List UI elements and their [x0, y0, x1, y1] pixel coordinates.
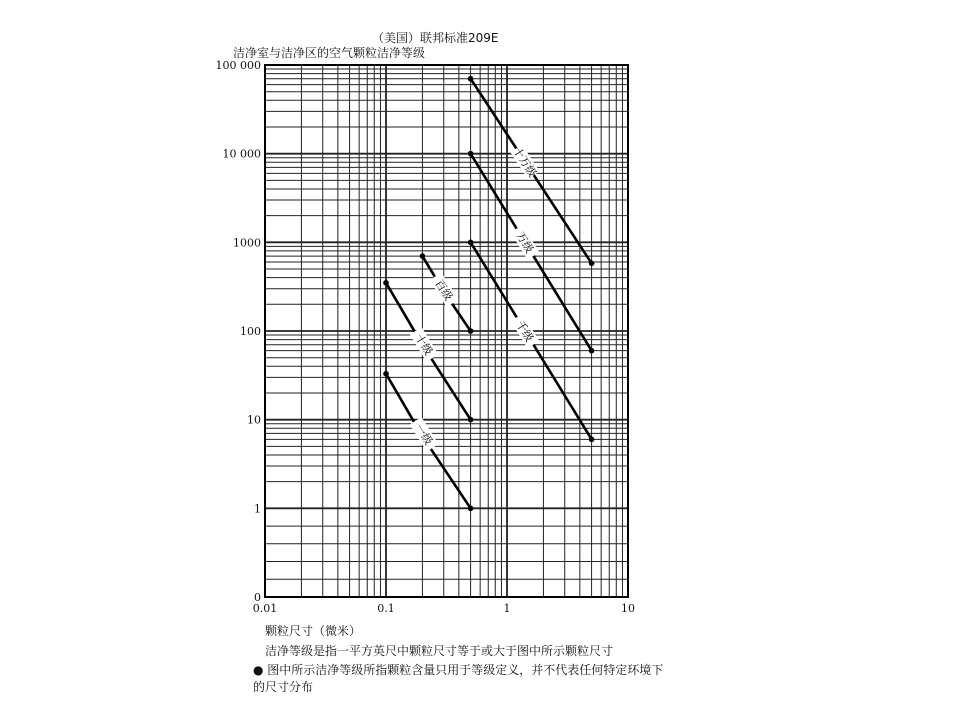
series-point — [468, 240, 474, 246]
x-tick-label: 1 — [503, 602, 511, 615]
y-tick-label: 100 — [240, 325, 261, 338]
x-tick-label: 10 — [621, 602, 635, 615]
series-label: 十万级 — [510, 144, 540, 180]
series-point — [420, 253, 426, 259]
series-label: 万级 — [513, 229, 536, 256]
series-label: 百级 — [432, 277, 456, 303]
chart-subtitle: 洁净室与洁净区的空气颗粒洁净等级 — [233, 46, 426, 60]
series-point — [468, 151, 474, 157]
chart-title: （美国）联邦标准209E — [372, 31, 499, 45]
x-tick-label: 0.1 — [377, 602, 395, 615]
y-tick-label: 10 000 — [222, 147, 261, 161]
series-label: 一级 — [412, 421, 436, 448]
series-point — [468, 417, 474, 423]
series-point — [589, 348, 595, 354]
y-tick-label: 1 — [254, 502, 261, 516]
series-point — [589, 437, 595, 443]
series-point — [383, 371, 389, 377]
x-axis-label: 颗粒尺寸（微米） — [265, 624, 362, 638]
series-point — [383, 280, 389, 286]
y-tick-label: 10 — [247, 413, 261, 427]
disclaimer-note: ● 图中所示洁净等级所指颗粒含量只用于等级定义，并不代表任何特定环境下的尺寸分布 — [253, 663, 664, 694]
series-point — [468, 76, 474, 82]
x-tick-label: 0.01 — [252, 602, 278, 615]
series-point — [589, 261, 595, 267]
series-label: 千级 — [513, 318, 536, 345]
series-point — [468, 506, 474, 512]
series-point — [468, 328, 474, 334]
definition-note: 洁净等级是指一平方英尺中颗粒尺寸等于或大于图中所示颗粒尺寸 — [265, 644, 614, 658]
series-label: 十级 — [412, 331, 435, 358]
y-tick-label: 0 — [254, 591, 261, 604]
y-tick-label: 100 000 — [215, 59, 261, 72]
y-tick-label: 1000 — [233, 236, 261, 250]
